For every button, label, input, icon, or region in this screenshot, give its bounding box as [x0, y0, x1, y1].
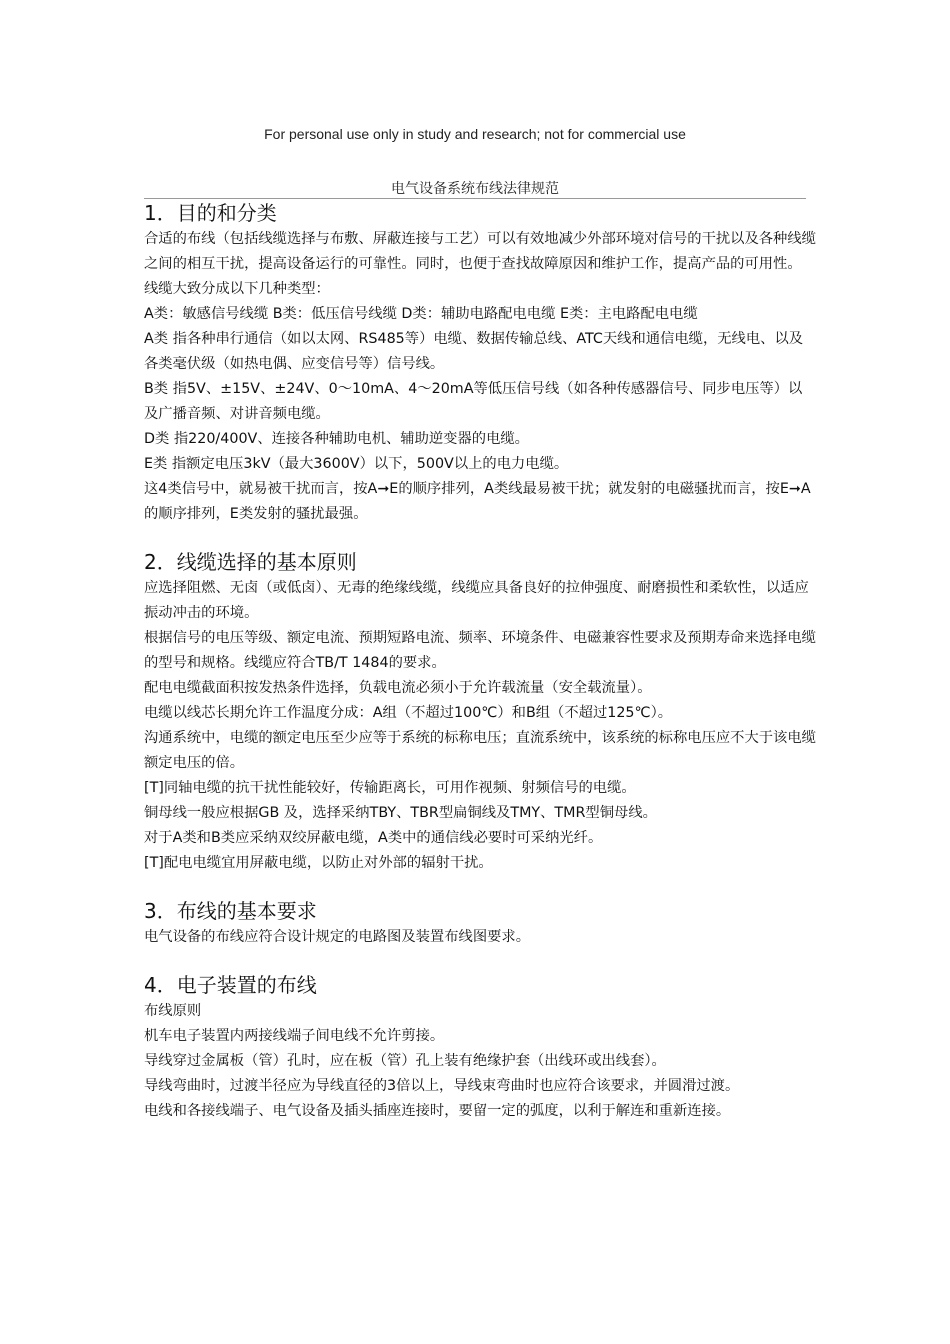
document-title: 电气设备系统布线法律规范: [391, 181, 559, 197]
section-2-paragraph-4: 电缆以线芯长期允许工作温度分成：A组（不超过100℃）和B组（不超过125℃）。: [144, 705, 673, 721]
section-3-heading: 3．布线的基本要求: [144, 899, 317, 923]
section-spacer: [144, 527, 816, 548]
section-2-paragraph-8: 对于A类和B类应采纳双绞屏蔽电缆，A类中的通信线必要时可采纳光纤。: [144, 830, 603, 846]
section-1-heading: 1．目的和分类: [144, 201, 277, 225]
section-spacer: [144, 876, 816, 897]
section-2-paragraph-3: 配电电缆截面积按发热条件选择，负载电流必须小于允许载流量（安全载流量）。: [144, 680, 652, 696]
section-spacer: [144, 950, 816, 971]
section-4-paragraph-1: 机车电子装置内两接线端子间电线不允许剪接。: [144, 1028, 445, 1044]
section-1-paragraph-class-a: A类 指各种串行通信（如以太网、RS485等）电缆、数据传输总线、ATC天线和通信电缆，无线电、以及各类毫伏级（如热电偶、应变信号等）信号线。: [144, 331, 804, 372]
section-3-paragraph-1: 电气设备的布线应符合设计规定的电路图及装置布线图要求。: [144, 929, 531, 945]
section-4-paragraph-4: 电线和各接线端子、电气设备及插头插座连接时，要留一定的弧度，以利于解连和重新连接。: [144, 1103, 731, 1119]
section-1-paragraph-class-e: E类 指额定电压3kV（最大3600V）以下，500V以上的电力电缆。: [144, 456, 569, 472]
section-2-paragraph-7: 铜母线一般应根据GB 及，选择采纳TBY、TBR型扁铜线及TMY、TMR型铜母线。: [144, 805, 657, 821]
section-2-heading: 2．线缆选择的基本原则: [144, 550, 357, 574]
section-4-heading: 4．电子装置的布线: [144, 973, 317, 997]
section-1-paragraph-class-d: D类 指220/400V、连接各种辅助电机、辅助逆变器的电缆。: [144, 431, 529, 447]
section-1-paragraph-intro: 合适的布线（包括线缆选择与布敷、屏蔽连接与工艺）可以有效地减少外部环境对信号的干扰以及各种线缆之间的相互干扰，提高设备运行的可靠性。同时，也便于查找故障原因和维护工作，提高产品的可用性。: [144, 231, 816, 272]
section-4-paragraph-2: 导线穿过金属板（管）孔时，应在板（管）孔上装有绝缘护套（出线环或出线套）。: [144, 1053, 666, 1069]
section-1-paragraph-ordering: 这4类信号中，就易被干扰而言，按A➞E的顺序排列，A类线最易被干扰；就发射的电磁骚扰而言，按E➞A的顺序排列，E类发射的骚扰最强。: [144, 481, 811, 522]
section-2-paragraph-6: [T]同轴电缆的抗干扰性能较好，传输距离长，可用作视频、射频信号的电缆。: [144, 780, 636, 796]
usage-notice: For personal use only in study and research; not for commercial use: [264, 126, 686, 142]
section-2-paragraph-1: 应选择阻燃、无卤（或低卤）、无毒的绝缘线缆，线缆应具备良好的拉伸强度、耐磨损性和柔软性，以适应振动冲击的环境。: [144, 580, 809, 621]
section-2-paragraph-2: 根据信号的电压等级、额定电流、预期短路电流、频率、环境条件、电磁兼容性要求及预期寿命来选择电缆的型号和规格。线缆应符合TB/T 1484的要求。: [144, 630, 816, 671]
section-1-paragraph-class-b: B类 指5V、±15V、±24V、0～10mA、4～20mA等低压信号线（如各种传感器信号、同步电压等）以及广播音频、对讲音频电缆。: [144, 381, 803, 422]
section-1-paragraph-types-list: A类：敏感信号线缆 B类：低压信号线缆 D类：辅助电路配电电缆 E类：主电路配电电缆: [144, 306, 698, 322]
document-body: [144, 199, 816, 1124]
section-1-paragraph-types-intro: 线缆大致分成以下几种类型：: [144, 281, 330, 297]
section-2-paragraph-9: [T]配电电缆宜用屏蔽电缆，以防止对外部的辐射干扰。: [144, 855, 493, 871]
section-4-subheading-principles: 布线原则: [144, 1003, 202, 1019]
section-4-paragraph-3: 导线弯曲时，过渡半径应为导线直径的3倍以上，导线束弯曲时也应符合该要求，并圆滑过渡。: [144, 1078, 740, 1094]
section-2-paragraph-5: 沟通系统中，电缆的额定电压至少应等于系统的标称电压；直流系统中，该系统的标称电压应不大于该电缆额定电压的倍。: [144, 730, 816, 771]
